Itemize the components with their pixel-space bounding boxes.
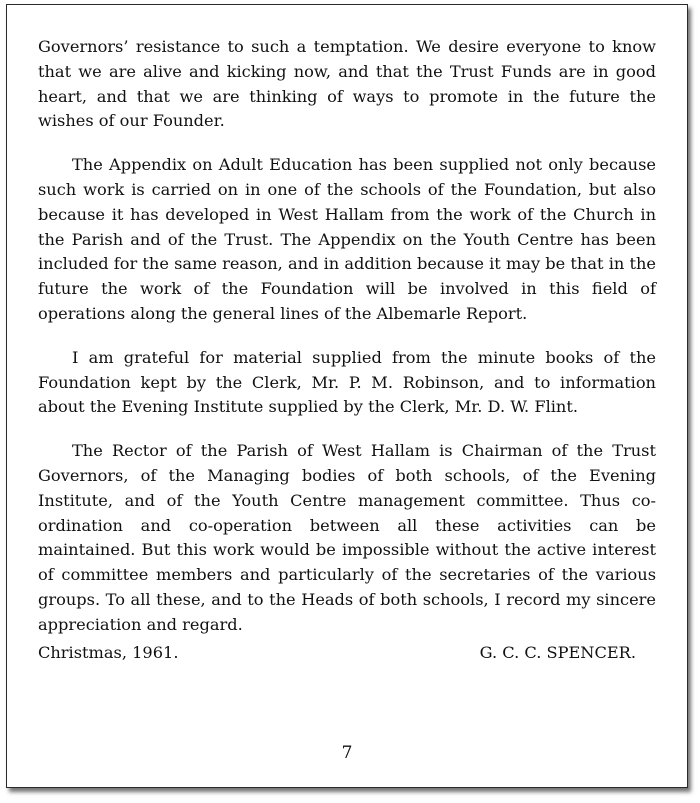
- document-page: [6, 4, 688, 788]
- paragraph-adult-education: The Appendix on Adult Education has been supplied not only because such work is carried on in one of the schools of the Foundation, but also because it has developed in West Hallam from the work of the Church in the Parish and of the Trust. The Appendix on the Youth Centre has been included for the same reason, and in addition because it may be that in the future the work of the Foundation will be involved in this field of operations along the general lines of the Albemarle Report.: [38, 155, 656, 323]
- author-signature: G. C. C. SPENCER.: [479, 643, 636, 662]
- signature-line: [38, 643, 636, 662]
- paragraph-rector: The Rector of the Parish of West Hallam is Chairman of the Trust Governors, of the Managing bodies of both schools, of the Evening Institute, and of the Youth Centre management committee. Thus co-ordination and co-operation between all these activities can be maintained. But this work would be impossible without the active interest of committee members and particularly of the secretaries of the various groups. To all these, and to the Heads of both schools, I record my sincere appreciation and regard.: [38, 441, 656, 634]
- date-line: Christmas, 1961.: [38, 643, 179, 662]
- body-text: [38, 35, 656, 657]
- page-number: 7: [341, 743, 353, 763]
- paragraph-acknowledgements: I am grateful for material supplied from the minute books of the Foundation kept by the Clerk, Mr. P. M. Robinson, and to information about the Evening Institute supplied by the Clerk, Mr. D. W. Flint.: [38, 347, 656, 417]
- paragraph-continuation: Governors’ resistance to such a temptation. We desire everyone to know that we are alive and kicking now, and that the Trust Funds are in good heart, and that we are thinking of ways to promote in the future the wishes of our Founder.: [38, 37, 656, 131]
